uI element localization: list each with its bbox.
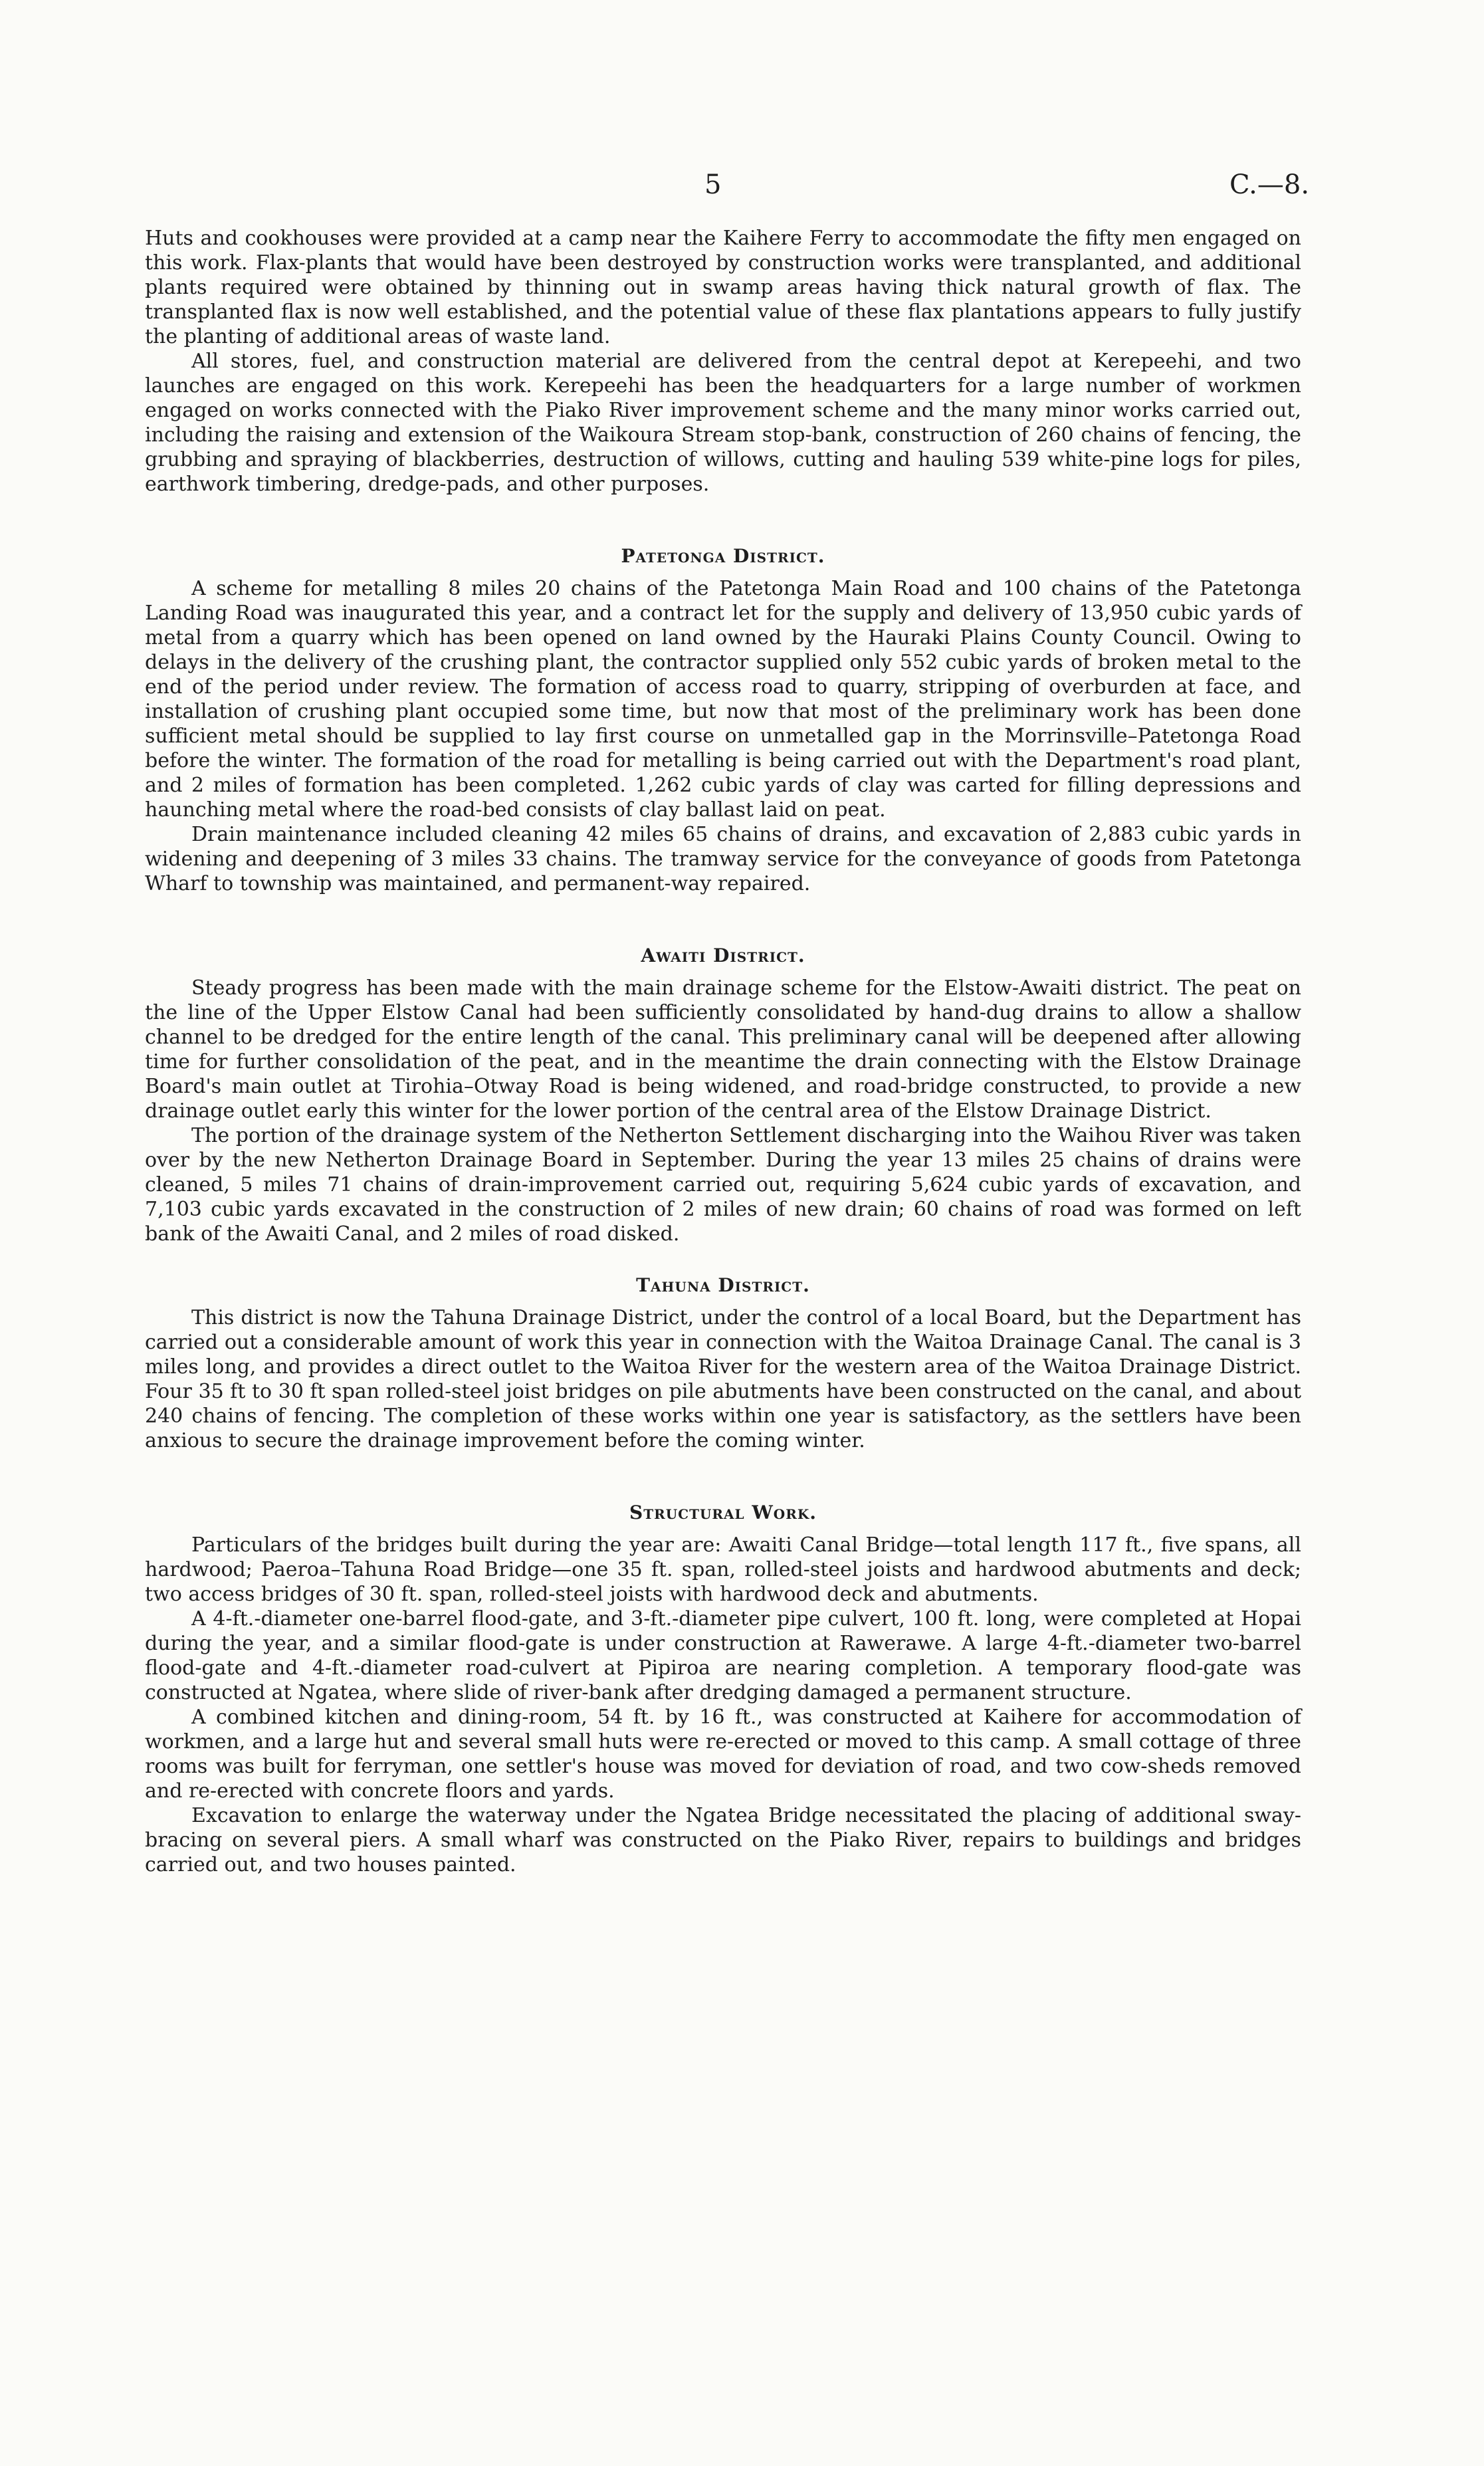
structural-paragraph: Particulars of the bridges built during the year are: Awaiti Canal Bridge—total length 117 ft., five spans, all hardwood; Paeroa–Tahuna Road Bridge—one 35 ft. span, rolled-steel joists and hardwood abutments and deck; two access bridges of 30 ft. span, rolled-steel joists with hardwood deck and abutments. [145, 1533, 1301, 1606]
body-text [145, 226, 1301, 1877]
patetonga-paragraph: Drain maintenance included cleaning 42 miles 65 chains of drains, and excavation of 2,883 cubic yards in widening and deepening of 3 miles 33 chains. The tramway service for the conveyance of goods from Patetonga Wharf to township was maintained, and permanent-way repaired. [145, 823, 1301, 895]
intro-paragraph: Huts and cookhouses were provided at a camp near the Kaihere Ferry to accommodate the fifty men engaged on this work. Flax-plants that would have been destroyed by construction works were transplanted, and additional plants required were obtained by thinning out in swamp areas having thick natural growth of flax. The transplanted flax is now well established, and the potential value of these flax plantations appears to fully justify the planting of additional areas of waste land. [145, 227, 1301, 348]
intro-paragraph: All stores, fuel, and construction material are delivered from the central depot at Kerepeehi, and two launches are engaged on this work. Kerepeehi has been the headquarters for a large number of workmen engaged on works connected with the Piako River improvement scheme and the many minor works carried out, including the raising and extension of the Waikoura Stream stop-bank, construction of 260 chains of fencing, the grubbing and spraying of blackberries, destruction of willows, cutting and hauling 539 white-pine logs for piles, earthwork timbering, dredge-pads, and other purposes. [145, 350, 1301, 496]
section-heading-awaiti: Awaiti District. [641, 945, 805, 966]
awaiti-paragraph: Steady progress has been made with the main drainage scheme for the Elstow-Awaiti district. The peat on the line of the Upper Elstow Canal had been sufficiently consolidated by hand-dug drains to allow a shallow channel to be dredged for the entire length of the canal. This preliminary canal will be deepened after allowing time for further consolidation of the peat, and in the meantime the drain connecting with the Elstow Drainage Board's main outlet at Tirohia–Otway Road is being widened, and road-bridge constructed, to provide a new drainage outlet early this winter for the lower portion of the central area of the Elstow Drainage District. [145, 976, 1301, 1123]
running-header [0, 165, 1484, 205]
section-heading-patetonga: Patetonga District. [621, 545, 825, 567]
section-heading-tahuna: Tahuna District. [636, 1274, 810, 1296]
structural-paragraph: A combined kitchen and dining-room, 54 ft. by 16 ft., was constructed at Kaihere for accommodation of workmen, and a large hut and several small huts were re-erected or moved to this camp. A small cottage of three rooms was built for ferryman, one settler's house was moved for deviation of road, and two cow-sheds removed and re-erected with concrete floors and yards. [145, 1706, 1301, 1803]
awaiti-paragraph: The portion of the drainage system of the Netherton Settlement discharging into the Waihou River was taken over by the new Netherton Drainage Board in September. During the year 13 miles 25 chains of drains were cleaned, 5 miles 71 chains of drain-improvement carried out, requiring 5,624 cubic yards of excavation, and 7,103 cubic yards excavated in the construction of 2 miles of new drain; 60 chains of road was formed on left bank of the Awaiti Canal, and 2 miles of road disked. [145, 1124, 1301, 1246]
structural-paragraph: Excavation to enlarge the waterway under the Ngatea Bridge necessitated the placing of additional sway-bracing on several piers. A small wharf was constructed on the Piako River, repairs to buildings and bridges carried out, and two houses painted. [145, 1804, 1301, 1876]
tahuna-paragraph: This district is now the Tahuna Drainage District, under the control of a local Board, but the Department has carried out a considerable amount of work this year in connection with the Waitoa Drainage Canal. The canal is 3 miles long, and provides a direct outlet to the Waitoa River for the western area of the Waitoa Drainage District. Four 35 ft to 30 ft span rolled-steel joist bridges on pile abutments have been constructed on the canal, and about 240 chains of fencing. The completion of these works within one year is satisfactory, as the settlers have been anxious to secure the drainage improvement before the coming winter. [145, 1306, 1301, 1452]
document-reference: C.—8. [1229, 169, 1310, 200]
section-heading-structural-work: Structural Work. [629, 1502, 817, 1523]
page-number: 5 [704, 169, 722, 200]
structural-paragraph: A 4-ft.-diameter one-barrel flood-gate, and 3-ft.-diameter pipe culvert, 100 ft. long, were completed at Hopai during the year, and a similar flood-gate is under construction at Rawerawe. A large 4-ft.-diameter two-barrel flood-gate and 4-ft.-diameter road-culvert at Pipiroa are nearing completion. A temporary flood-gate was constructed at Ngatea, where slide of river-bank after dredging damaged a permanent structure. [145, 1607, 1301, 1704]
patetonga-paragraph: A scheme for metalling 8 miles 20 chains of the Patetonga Main Road and 100 chains of the Patetonga Landing Road was inaugurated this year, and a contract let for the supply and delivery of 13,950 cubic yards of metal from a quarry which has been opened on land owned by the Hauraki Plains County Council. Owing to delays in the delivery of the crushing plant, the contractor supplied only 552 cubic yards of broken metal to the end of the period under review. The formation of access road to quarry, stripping of overburden at face, and installation of crushing plant occupied some time, but now that most of the preliminary work has been done sufficient metal should be supplied to lay first course on unmetalled gap in the Morrinsville–Patetonga Road before the winter. The formation of the road for metalling is being carried out with the Department's road plant, and 2 miles of formation has been completed. 1,262 cubic yards of clay was carted for filling depressions and haunching metal where the road-bed consists of clay ballast laid on peat. [145, 577, 1301, 822]
